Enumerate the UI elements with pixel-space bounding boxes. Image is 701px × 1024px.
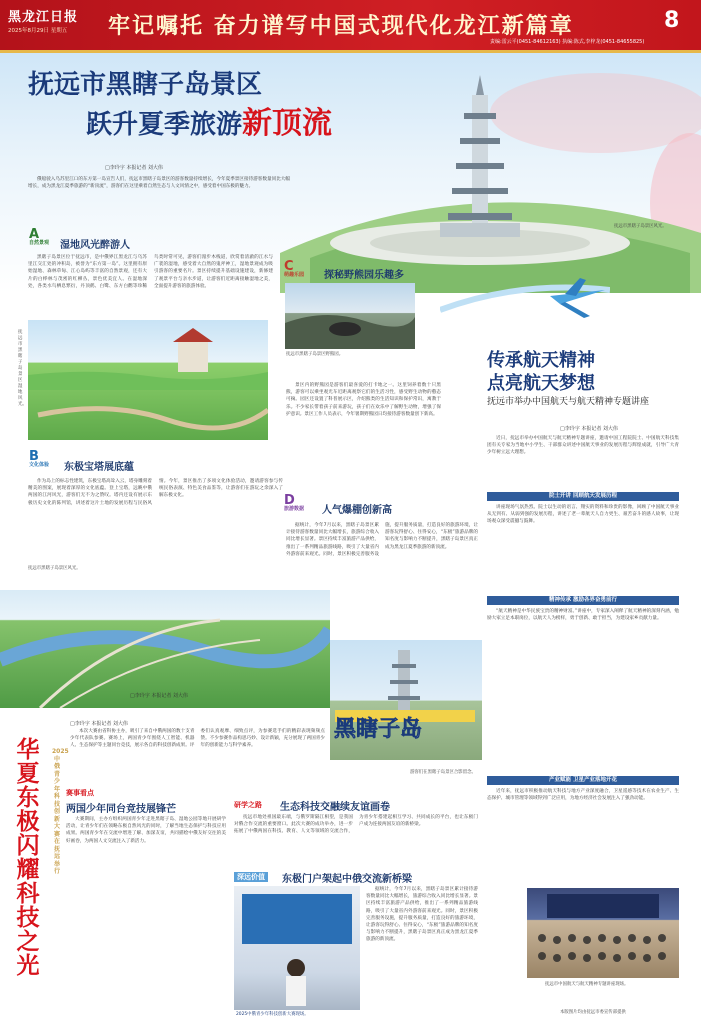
main-headline-line1: 抚远市黑瞎子岛景区 <box>28 70 263 100</box>
section-d-tag <box>283 493 305 514</box>
section-c-tag-label: 萌趣乐园 <box>284 272 305 278</box>
space-feature-body <box>487 435 679 485</box>
section-a-tag <box>28 227 50 248</box>
section-c-letter: C <box>284 259 294 274</box>
section-c-text: 景区内的野熊园是游客们最喜爱的打卡地之一。这里饲养着数十只黑熊，游客可以乘坐观光车近距离观察它们的生活习性，感受野生动物的憨态可掬。园区还设置了科普展示区，介绍熊类的生活知识和保护常识，寓教于乐。不少家长带着孩子前来游玩，孩子们在欢乐中了解野生动物，增强了保护意识。景区工作人员表示，今年暑期野熊园日均接待游客数量创下新高。 <box>286 383 441 417</box>
section-a-tag-label: 自然景观 <box>29 240 50 246</box>
science-byline: □李玲宇 本报记者 刘大伟 <box>70 721 128 727</box>
lecture-photo-caption: 抚远市中国航天与航天精神专题讲座现场。 <box>545 982 629 987</box>
issue-date: 2025年8月29日 星期五 <box>8 28 68 34</box>
space-feature-byline: □李玲宇 本报记者 刘大伟 <box>560 426 618 432</box>
section-c-body <box>286 382 441 478</box>
newspaper-logo: 黑龙江日报 <box>8 10 79 25</box>
bridge-photo-byline: □李玲宇 本报记者 刘大伟 <box>130 693 188 699</box>
lead-text: 俄船驶入乌苏里江口的东方第一岛宣告人们，抚远市黑瞎子岛景区的游客数量持续增长，今年夏季景区接待游客数量同比大幅增长，成为黑龙江夏季旅游的“新顶流”，游客们在这里乘着自然生态与人文风情之中，感受着中国东极的魅力。 <box>28 177 290 190</box>
section-c-caption: 抚远市黑瞎子岛景区野熊园。 <box>286 352 344 357</box>
science-intro-text: 本次大赛由省科协主办，吸引了来自中俄两国的数十支青少年代表队参赛。赛场上，两国青少年围绕人工智能、机器人、生态保护等主题同台竞技，展示各自的科技创新成果。评委们认真观摩、细致点评，为参赛选手们的精彩表现频频点赞。不少参赛作品构思巧妙、设计新颖，充分展现了两国青少年的创新能力与科学素养。 <box>70 729 325 749</box>
airplane-icon <box>440 270 610 330</box>
section-a-text: 黑瞎子岛景区位于抚远市，是中俄界江黑龙江与乌苏里江交汇处的冲积岛，被誉为“东方第一岛”。这里拥有原始湿地、森林草甸、江心岛屿等丰富的自然景观，还有大片的白桦林与茂密的红柳丛，景色优美宜人。在湿地深处，各类水鸟栖息繁衍，丹顶鹤、白鹭、东方白鹳等珍稀鸟类时常可见，游客们漫步木栈道，欣赏着清澈的江水与广袤的湿地，感受着大自然的鬼斧神工，湿地景观成为吸引游客的重要名片。景区持续提升基础设施建设，新修建了观景平台与亲水步道，让游客们近距离接触湿地之美，全面提升游客的旅游体验。 <box>28 255 273 289</box>
section-b-tag-label: 文化体验 <box>29 462 50 468</box>
space-box3-text: 近年来，抚远市积极推动航天科技与地方产业深度融合，卫星遥感等技术在农业生产、生态保护、城市管理等领域得到广泛应用，为地方经济社会发展注入了强劲动能。 <box>487 789 679 802</box>
section-d-letter: D <box>284 493 295 508</box>
contest-text: 大赛期间，主办方组织两国青少年走进黑瞎子岛、湿地公园等地开展研学活动，让青少年们在领略东极自然风光的同时，了解当地生态保护与科技应用成果。两国青少年在交流中增进了解、加深友谊，共同描绘中俄友好交往的美好画卷，为两国人文交流注入了新活力。 <box>66 817 226 844</box>
section-b-caption: 抚远市黑瞎子岛景区风光。 <box>28 566 81 571</box>
contest-tag: 赛事看点 <box>66 789 94 797</box>
bridge-heading: 东极门户架起中俄交流新桥梁 <box>282 874 412 885</box>
tower-photo-caption: 抚远市黑瞎子岛景区风光。 <box>614 224 667 229</box>
section-c-tag <box>283 259 305 280</box>
space-box1-body <box>487 504 679 584</box>
section-d-tag-label: 旅游数据 <box>284 506 305 512</box>
space-box2-body <box>487 608 679 768</box>
section-a-letter: A <box>29 227 40 242</box>
space-feature-title-line2: 点亮航天梦想 <box>487 373 595 394</box>
section-d-heading: 人气爆棚创新高 <box>322 505 392 516</box>
lecture-photo <box>527 888 679 978</box>
eco-body <box>234 814 478 866</box>
photo-credit-footer: 本版图片均由抚远市委宣传部提供 <box>560 1010 626 1015</box>
science-intro <box>70 728 325 780</box>
lead-paragraph <box>28 176 290 214</box>
section-b-body <box>28 478 283 556</box>
main-byline: □李玲宇 本报记者 刘大伟 <box>105 165 163 171</box>
bridge-landscape-photo <box>0 590 330 708</box>
main-headline-line2-a: 跃升夏季旅游 <box>86 110 243 140</box>
lecture-illustration <box>527 888 679 978</box>
section-a-heading: 湿地风光醉游人 <box>60 240 130 251</box>
main-headline-line2 <box>86 98 332 142</box>
space-feature-text: 近日，抚远市举办中国航天与航天精神专题讲座，邀请中国工程院院士、中国航天科技集团有关专家为当地中小学生、干部群众讲述中国航天事业的发展历程与辉煌成就，引导广大青少年树立远大理想。 <box>487 436 679 456</box>
bear-park-photo <box>285 283 415 349</box>
space-feature-subtitle: 抚远市举办中国航天与航天精神专题讲座 <box>487 397 650 407</box>
space-box3-head: 产业赋能 卫星产业落地开花 <box>487 776 679 785</box>
eco-heading: 生态科技交融续友谊画卷 <box>280 802 390 813</box>
space-box3-body <box>487 788 679 884</box>
group-photo-caption: 游客们在黑瞎子岛景区合影留念。 <box>410 770 476 775</box>
bridge-text: 据统计，今年7月以来，黑瞎子岛景区累计接待游客数量同比大幅增长，旅游综合收入同比增长显著。景区持续丰富旅游产品供给，推出了一系列精品旅游线路，吸引了大量省内外游客前来观光。同时，景区积极完善服务设施，提升服务质量，打造良好的旅游环境，让游客玩得舒心、住得安心，“东极”旅游品牌的知名度与影响力不断提升，黑瞎子岛景区真正成为黑龙江夏季旅游的新顶流。 <box>366 887 478 943</box>
bridge-illustration <box>0 590 330 708</box>
section-d-text: 据统计，今年7月以来，黑瞎子岛景区累计接待游客数量同比大幅增长，旅游综合收入同比增长显著。景区持续丰富旅游产品供给，推出了一系列精品旅游线路，吸引了大量省内外游客前来观光。同时，景区积极完善服务设施，提升服务质量，打造良好的旅游环境，让游客玩得舒心、住得安心，“东极”旅游品牌的知名度与影响力不断提升，黑瞎子岛景区真正成为黑龙江夏季旅游的新顶流。 <box>286 523 478 557</box>
eco-text: 抚远市地处祖国最东端，与俄罗斯隔江相望，是我国对俄合作交流的重要窗口。此次大赛的成功举办，进一步拓展了中俄两国在科技、教育、人文等领域的交流合作，为青少年搭建起相互学习、共同成长的平台，也让东极门户成为连接两国友谊的新桥梁。 <box>234 815 478 835</box>
section-b-text: 作为岛上的标志性建筑，东极宝塔高耸入云，塔身雕刻着精美的图案，展现着深厚的文化底蕴。登上宝塔，远眺中俄两国的江河风光，游客们无不为之赞叹。塔内还设有展示东极历史文化的陈列馆，讲述着这片土地的发展历程与民俗风情。今年，景区推出了多项文化体验活动，邀请游客参与传统民俗表演、特色美食品鉴等，让游客们在游玩之余深入了解东极文化。 <box>28 479 283 506</box>
bridge-body <box>366 886 478 1018</box>
section-d-body <box>286 522 478 588</box>
section-b-heading: 东极宝塔展底蕴 <box>64 462 134 473</box>
contest-photo <box>234 886 360 1010</box>
space-box2-text: “航天精神是中华民族宝贵的精神财富。”讲座中，专家深入阐释了航天精神的深刻内涵，勉励大家立足本职岗位，以航天人为榜样，勇于创新、敢于担当，为建设家乡贡献力量。 <box>487 609 679 622</box>
page-banner-title: 牢记嘱托 奋力谱写中国式现代化龙江新篇章 <box>108 14 574 39</box>
space-box2-head: 精神传承 激励各界奋勇前行 <box>487 596 679 605</box>
science-feature-vertical-title: 华夏东极闪耀科技之光 <box>16 737 40 979</box>
contest-heading: 两国少年同台竞技展锋芒 <box>66 804 176 815</box>
science-feature-subtitle: 2025中俄青少年科技创新大赛在抚远举行 <box>52 748 69 875</box>
wetland-photo <box>28 320 268 440</box>
bridge-tag: 深远价值 <box>234 872 268 882</box>
page-number: 8 <box>664 8 680 33</box>
space-box1-head: 院士开讲 回顾航天发展历程 <box>487 492 679 501</box>
contest-photo-illustration <box>234 886 360 1010</box>
group-photo-banner-text: 黑瞎子岛 <box>334 717 423 742</box>
space-box1-text: 讲座现场气氛热烈。院士以生动的语言、翔实的资料和珍贵的影像，回顾了中国航天事业从无到有、从弱到强的发展历程，讲述了老一辈航天人自力更生、艰苦奋斗的感人故事，让现场观众深受震撼与鼓舞。 <box>487 505 679 525</box>
section-a-caption: 抚远市黑瞎子岛景区湿地风光。 <box>18 330 27 407</box>
eco-tag: 研学之路 <box>234 801 262 809</box>
bear-park-illustration <box>285 283 415 349</box>
section-a-body <box>28 254 273 316</box>
main-headline-highlight: 新顶流 <box>242 106 333 141</box>
space-feature-title-line1: 传承航天精神 <box>487 350 595 371</box>
contest-body <box>66 816 226 1012</box>
section-b-tag <box>28 449 50 470</box>
section-b-letter: B <box>29 449 39 464</box>
section-c-heading: 探秘野熊园乐趣多 <box>324 270 404 281</box>
contest-photo-caption: 2025中俄青少年科技创新大赛现场。 <box>236 1012 309 1017</box>
wetland-illustration <box>28 320 268 440</box>
editor-line: 责编:雷云平(0451-84612163) 执编:陈式,李梓龙(0451-84655825) <box>490 39 645 45</box>
